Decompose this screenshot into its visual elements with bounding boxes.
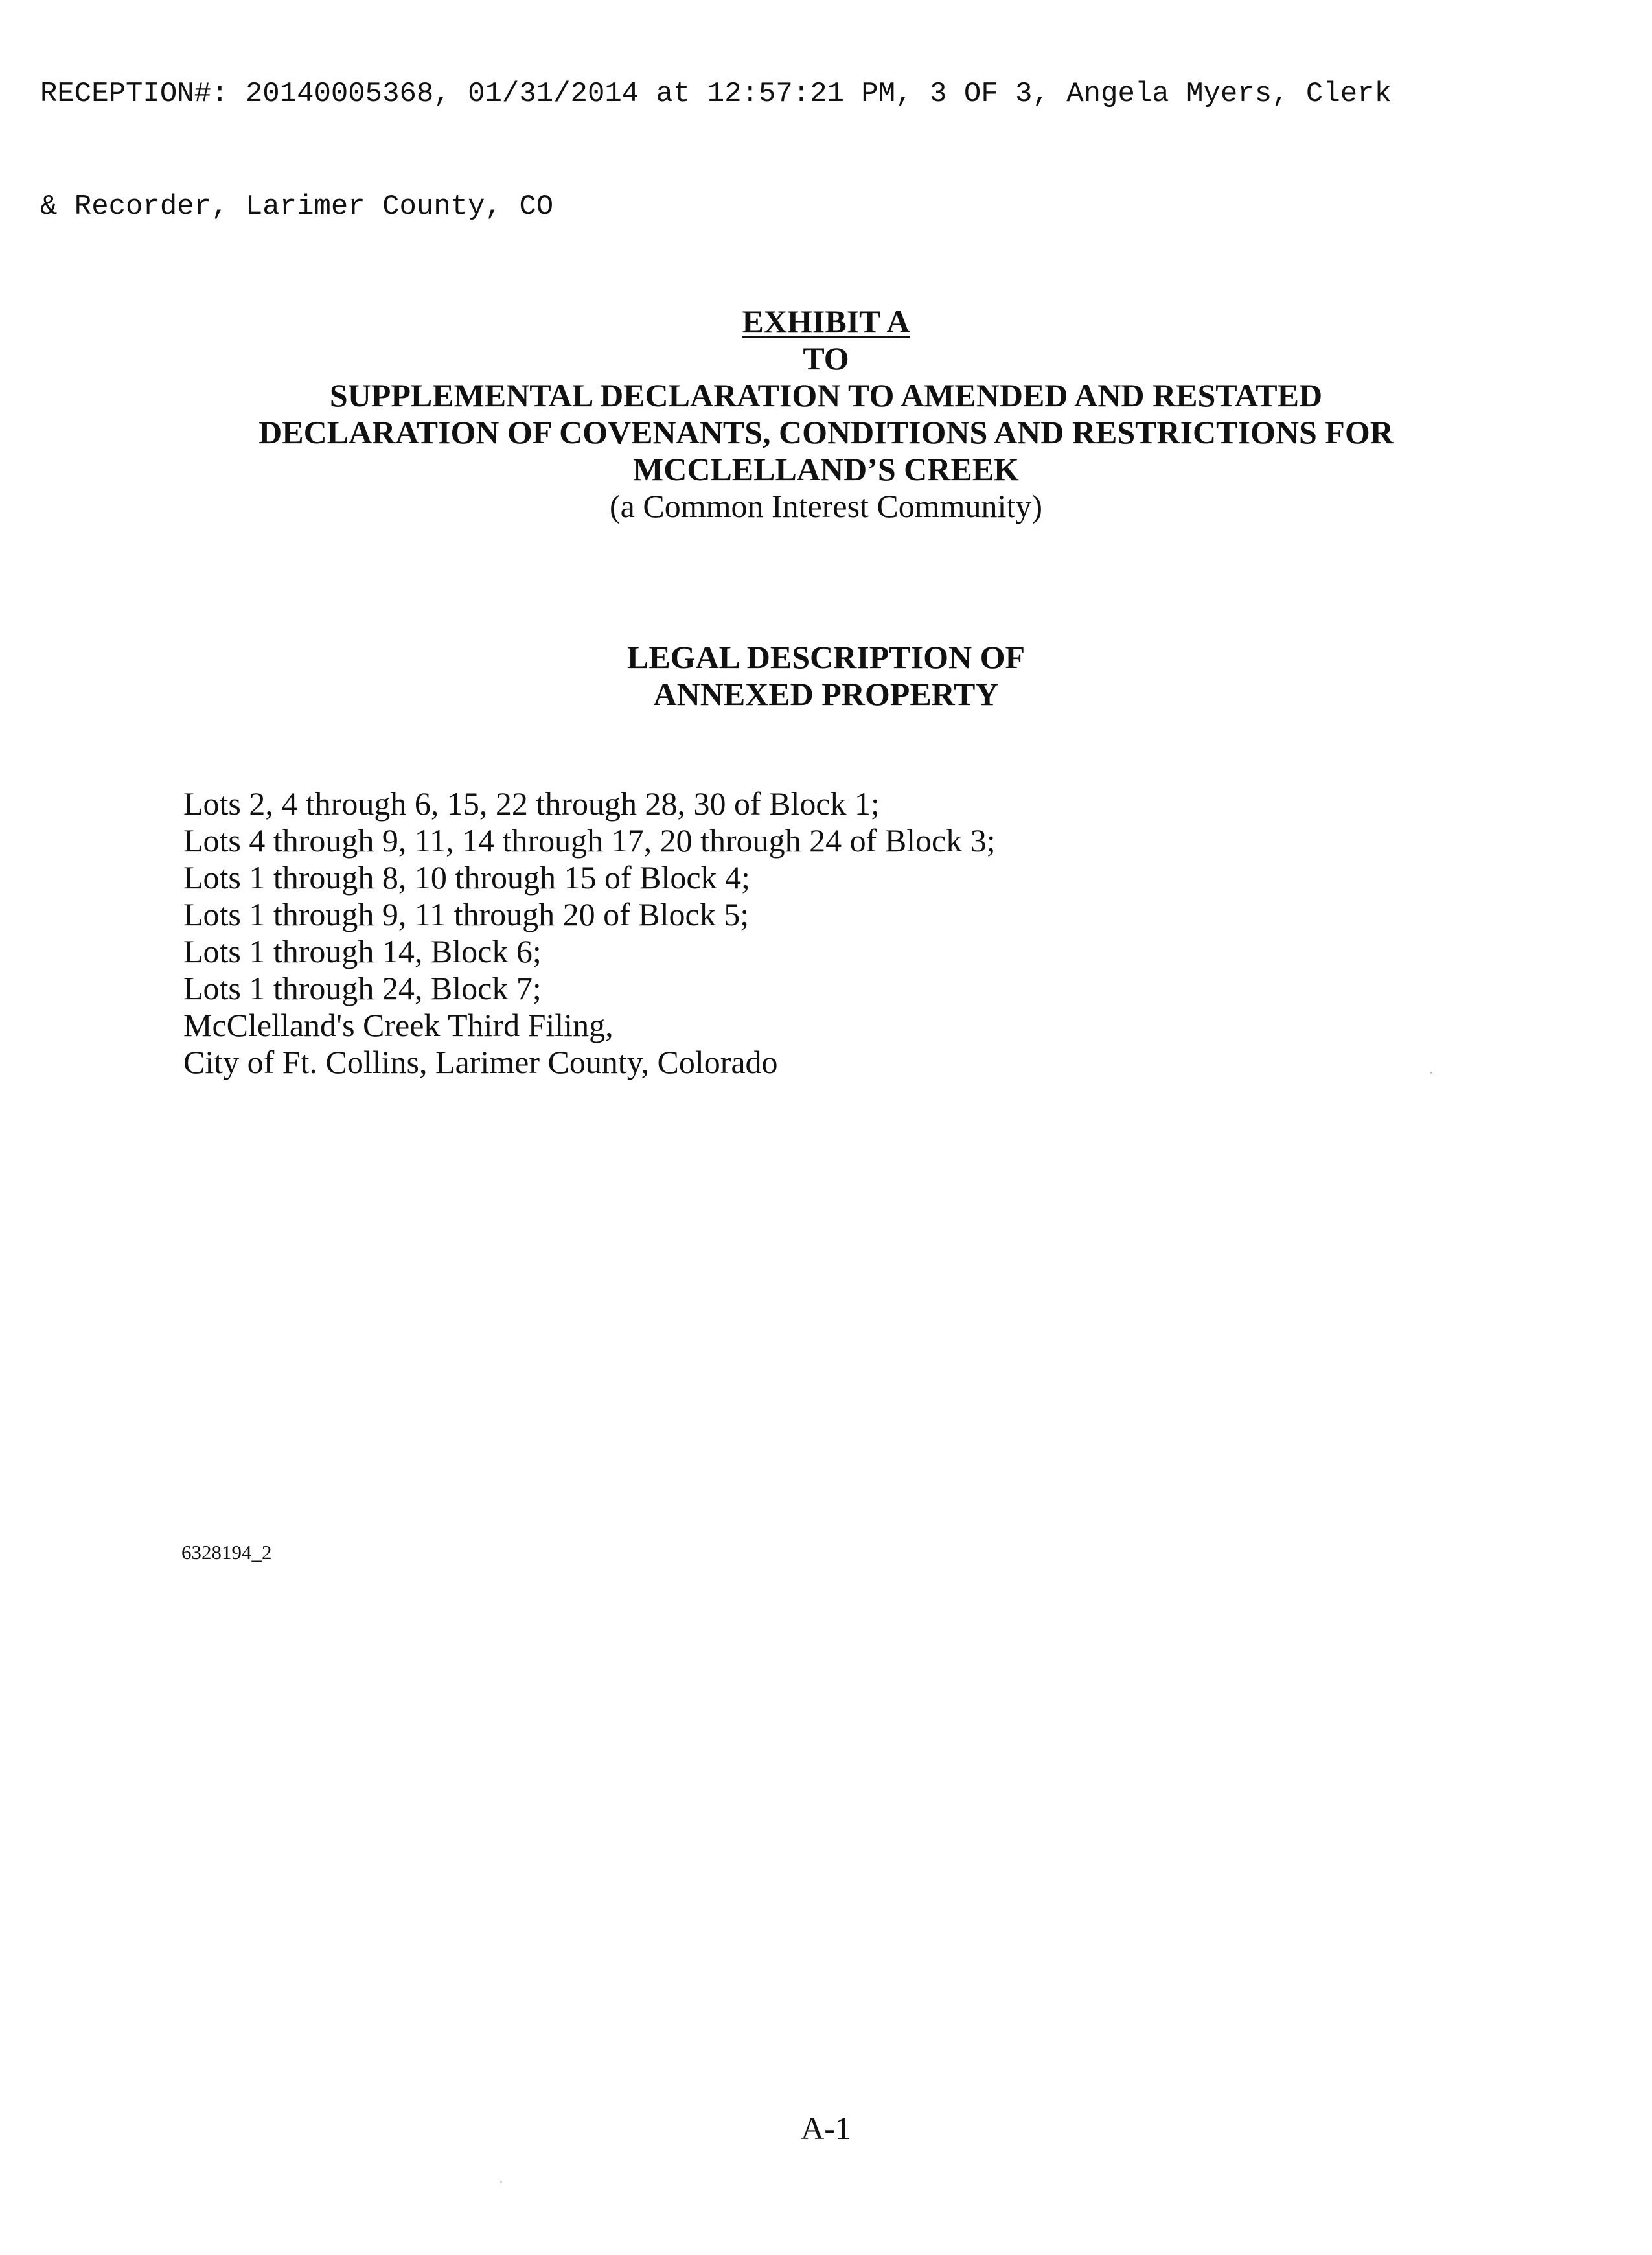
declaration-title-line-1: SUPPLEMENTAL DECLARATION TO AMENDED AND RESTATED <box>329 377 1323 413</box>
declaration-subtitle: (a Common Interest Community) <box>610 488 1042 524</box>
exhibit-label: EXHIBIT A <box>742 303 910 340</box>
exhibit-heading <box>0 303 1652 525</box>
recording-stamp-line-1: RECEPTION#: 20140005368, 01/31/2014 at 12:57:21 PM, 3 OF 3, Angela Myers, Clerk <box>40 78 1392 110</box>
lot-description-line: City of Ft. Collins, Larimer County, Colorado <box>183 1044 778 1080</box>
lot-description-line: Lots 1 through 14, Block 6; <box>183 933 542 969</box>
lot-description-line: Lots 1 through 9, 11 through 20 of Block 5; <box>183 896 750 932</box>
legal-description-heading <box>0 639 1652 713</box>
scan-speck <box>500 2181 502 2183</box>
exhibit-to: TO <box>803 340 849 376</box>
lot-description-line: Lots 1 through 24, Block 7; <box>183 970 542 1006</box>
lot-description-line: McClelland's Creek Third Filing, <box>183 1007 614 1043</box>
scan-speck <box>1430 1072 1432 1074</box>
legal-description-heading-line-1: LEGAL DESCRIPTION OF <box>626 639 1025 675</box>
lot-description-line: Lots 1 through 8, 10 through 15 of Block 4; <box>183 859 750 896</box>
declaration-title-line-3: MCCLELLAND’S CREEK <box>633 451 1019 487</box>
recording-stamp <box>40 0 1595 263</box>
legal-description-heading-line-2: ANNEXED PROPERTY <box>653 676 999 712</box>
lot-description-line: Lots 4 through 9, 11, 14 through 17, 20 through 24 of Block 3; <box>183 822 996 859</box>
lot-description-list <box>183 785 1544 1081</box>
document-number: 6328194_2 <box>181 1541 272 1564</box>
declaration-title-line-2: DECLARATION OF COVENANTS, CONDITIONS AND RESTRICTIONS FOR <box>258 414 1394 450</box>
recording-stamp-line-2: & Recorder, Larimer County, CO <box>40 191 554 223</box>
page-number: A-1 <box>801 2110 851 2146</box>
lot-description-line: Lots 2, 4 through 6, 15, 22 through 28, 30 of Block 1; <box>183 785 880 822</box>
